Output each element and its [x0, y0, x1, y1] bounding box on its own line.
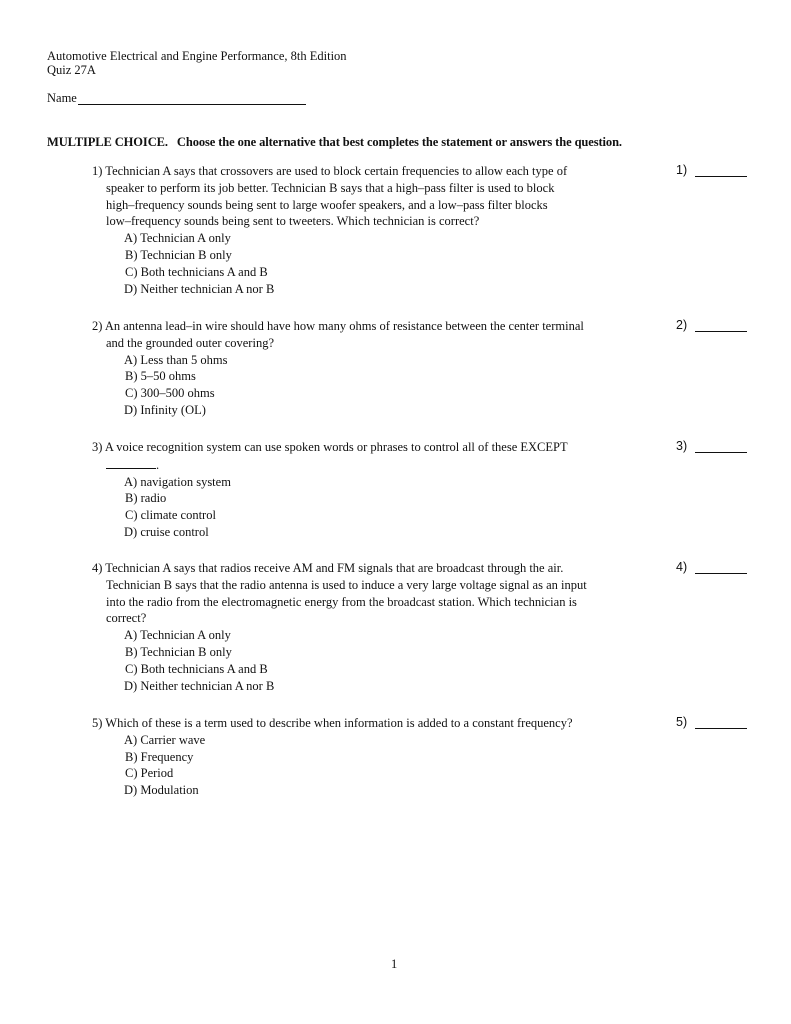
answer-number: 5): [676, 715, 688, 729]
option-c[interactable]: C) Both technicians A and B: [125, 661, 268, 676]
answer-slot-3[interactable]: [676, 439, 747, 453]
instructions: [47, 135, 622, 150]
option-b[interactable]: B) 5–50 ohms: [125, 369, 196, 384]
option-c[interactable]: C) 300–500 ohms: [125, 386, 215, 401]
options-list: [124, 230, 662, 297]
option-d[interactable]: D) cruise control: [124, 524, 209, 539]
options-list: [124, 732, 662, 799]
question-5: [92, 715, 662, 799]
answer-blank[interactable]: [695, 320, 747, 332]
answer-blank[interactable]: [695, 165, 747, 177]
section-heading: MULTIPLE CHOICE.: [47, 135, 168, 149]
options-list: [124, 474, 662, 541]
option-b[interactable]: B) radio: [125, 491, 167, 506]
answer-number: 3): [676, 439, 688, 453]
option-a[interactable]: A) Carrier wave: [124, 732, 206, 747]
name-label: Name: [47, 91, 77, 105]
instructions-text: Choose the one alternative that best completes the statement or answers the question.: [176, 135, 622, 149]
book-title: Automotive Electrical and Engine Performance, 8th Edition: [47, 49, 347, 63]
option-b[interactable]: B) Frequency: [125, 749, 194, 764]
answer-slot-1[interactable]: [676, 163, 747, 177]
option-b[interactable]: B) Technician B only: [125, 247, 232, 262]
fill-in-blank: [106, 456, 156, 469]
answer-blank[interactable]: [695, 441, 747, 453]
option-d[interactable]: D) Infinity (OL): [124, 402, 206, 417]
option-a[interactable]: A) navigation system: [124, 474, 231, 489]
option-d[interactable]: D) Modulation: [124, 783, 199, 798]
quiz-title: Quiz 27A: [47, 63, 96, 77]
question-stem: 2) An antenna lead–in wire should have how many ohms of resistance between the center terminal and the grounded outer covering?: [92, 319, 584, 350]
name-row: [47, 91, 306, 105]
name-field[interactable]: [78, 92, 306, 105]
question-stem: 5) Which of these is a term used to describe when information is added to a constant frequency?: [92, 716, 573, 730]
option-d[interactable]: D) Neither technician A nor B: [124, 678, 275, 693]
question-3: [92, 439, 662, 541]
question-stem: 3) A voice recognition system can use spoken words or phrases to control all of these EXCEPT .: [92, 440, 568, 472]
option-c[interactable]: C) climate control: [125, 508, 216, 523]
question-stem: 1) Technician A says that crossovers are used to block certain frequencies to allow each type of speaker to perform its job better. Technician B says that a high–pass filter is used to block high–frequency sounds being sent to large woofer speakers, and a low–pass filter blocks low–frequency sounds being sent to tweeters. Which technician is correct?: [92, 164, 568, 229]
answer-number: 1): [676, 163, 688, 177]
option-a[interactable]: A) Less than 5 ohms: [124, 352, 228, 367]
answer-blank[interactable]: [695, 562, 747, 574]
answer-number: 4): [676, 560, 688, 574]
option-b[interactable]: B) Technician B only: [125, 644, 232, 659]
answer-blank[interactable]: [695, 717, 747, 729]
options-list: [124, 627, 662, 694]
option-c[interactable]: C) Both technicians A and B: [125, 264, 268, 279]
answer-slot-5[interactable]: [676, 715, 747, 729]
question-1: [92, 163, 662, 297]
question-stem: 4) Technician A says that radios receive AM and FM signals that are broadcast through the air. Technician B says that the radio antenna is used to induce a very large voltage signal as an input into the radio from the electromagnetic energy from the broadcast station. Which technician is correct?: [92, 561, 587, 626]
options-list: [124, 352, 662, 419]
option-c[interactable]: C) Period: [125, 766, 174, 781]
answer-number: 2): [676, 318, 688, 332]
answer-slot-4[interactable]: [676, 560, 747, 574]
answer-slot-2[interactable]: [676, 318, 747, 332]
option-d[interactable]: D) Neither technician A nor B: [124, 281, 275, 296]
option-a[interactable]: A) Technician A only: [124, 231, 231, 246]
option-a[interactable]: A) Technician A only: [124, 628, 231, 643]
question-4: [92, 560, 662, 694]
question-2: [92, 318, 662, 419]
page-number: 1: [391, 957, 398, 971]
